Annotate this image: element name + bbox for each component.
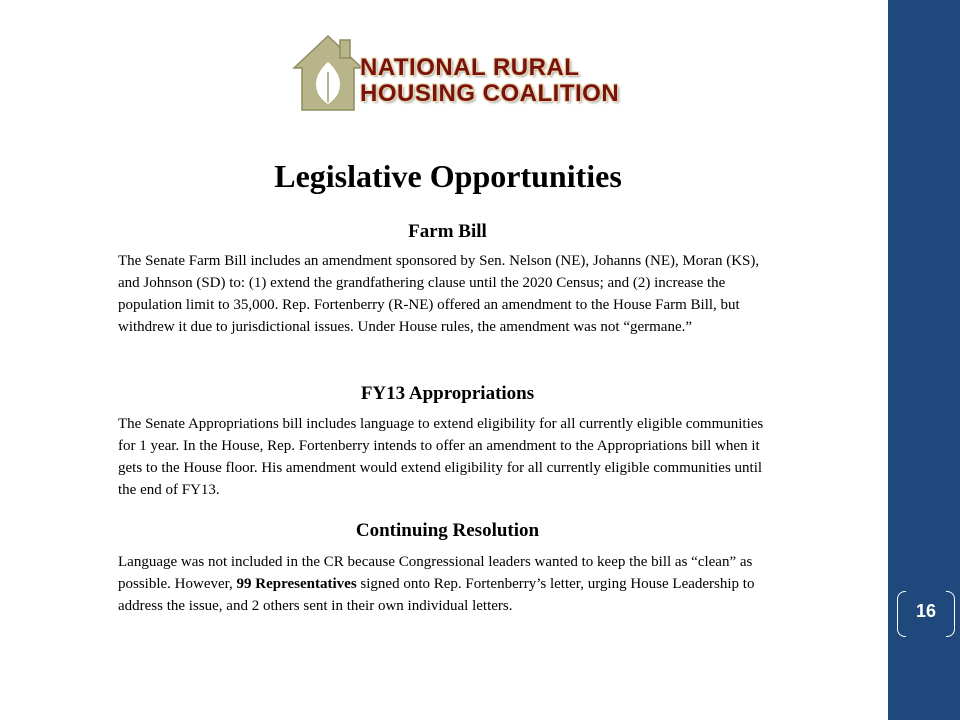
section-body-fy13-appropriations: The Senate Appropriations bill includes language to extend eligibility for all currently eligible communities for 1 year. In the House, Rep. Fortenberry intends to offer an amendment to the Appropriations bill when it gets to the House floor. His amendment would extend eligibility for all currently eligible communities until the end of FY13. — [118, 416, 764, 498]
section-heading-farm-bill: Farm Bill — [408, 221, 487, 242]
page-number-badge — [897, 591, 955, 637]
house-leaf-icon — [288, 32, 368, 114]
logo-text-line1: NATIONAL RURAL — [360, 54, 580, 81]
body-text-after: signed onto Rep. Fortenberry’s letter, urging House Leadership to address the issue, and 2 others sent in their own individual letters. — [118, 576, 755, 614]
body-text-bold: 99 Representatives — [236, 576, 357, 592]
logo-text-line2: HOUSING COALITION — [360, 80, 620, 107]
logo — [288, 32, 618, 114]
section-body-farm-bill: The Senate Farm Bill includes an amendment sponsored by Sen. Nelson (NE), Johanns (NE), Moran (KS), and Johnson (SD) to: (1) extend the grandfathering clause until the 2020 Census; and (2) increase the population limit to 35,000. Rep. Fortenberry (R-NE) offered an amendment to the House Farm Bill, but withdrew it due to jurisdictional issues. Under House rules, the amendment was not “germane.” — [118, 253, 760, 335]
section-heading-fy13-appropriations: FY13 Appropriations — [360, 383, 535, 404]
slide-title: Legislative Opportunities — [274, 158, 622, 194]
body-text-before: Language was not included in the CR because Congressional leaders wanted to keep the bill as “clean” as possible. However, — [118, 554, 753, 592]
section-heading-continuing-resolution: Continuing Resolution — [355, 520, 540, 541]
page-number: 16 — [915, 601, 937, 621]
section-body-continuing-resolution — [118, 551, 778, 617]
